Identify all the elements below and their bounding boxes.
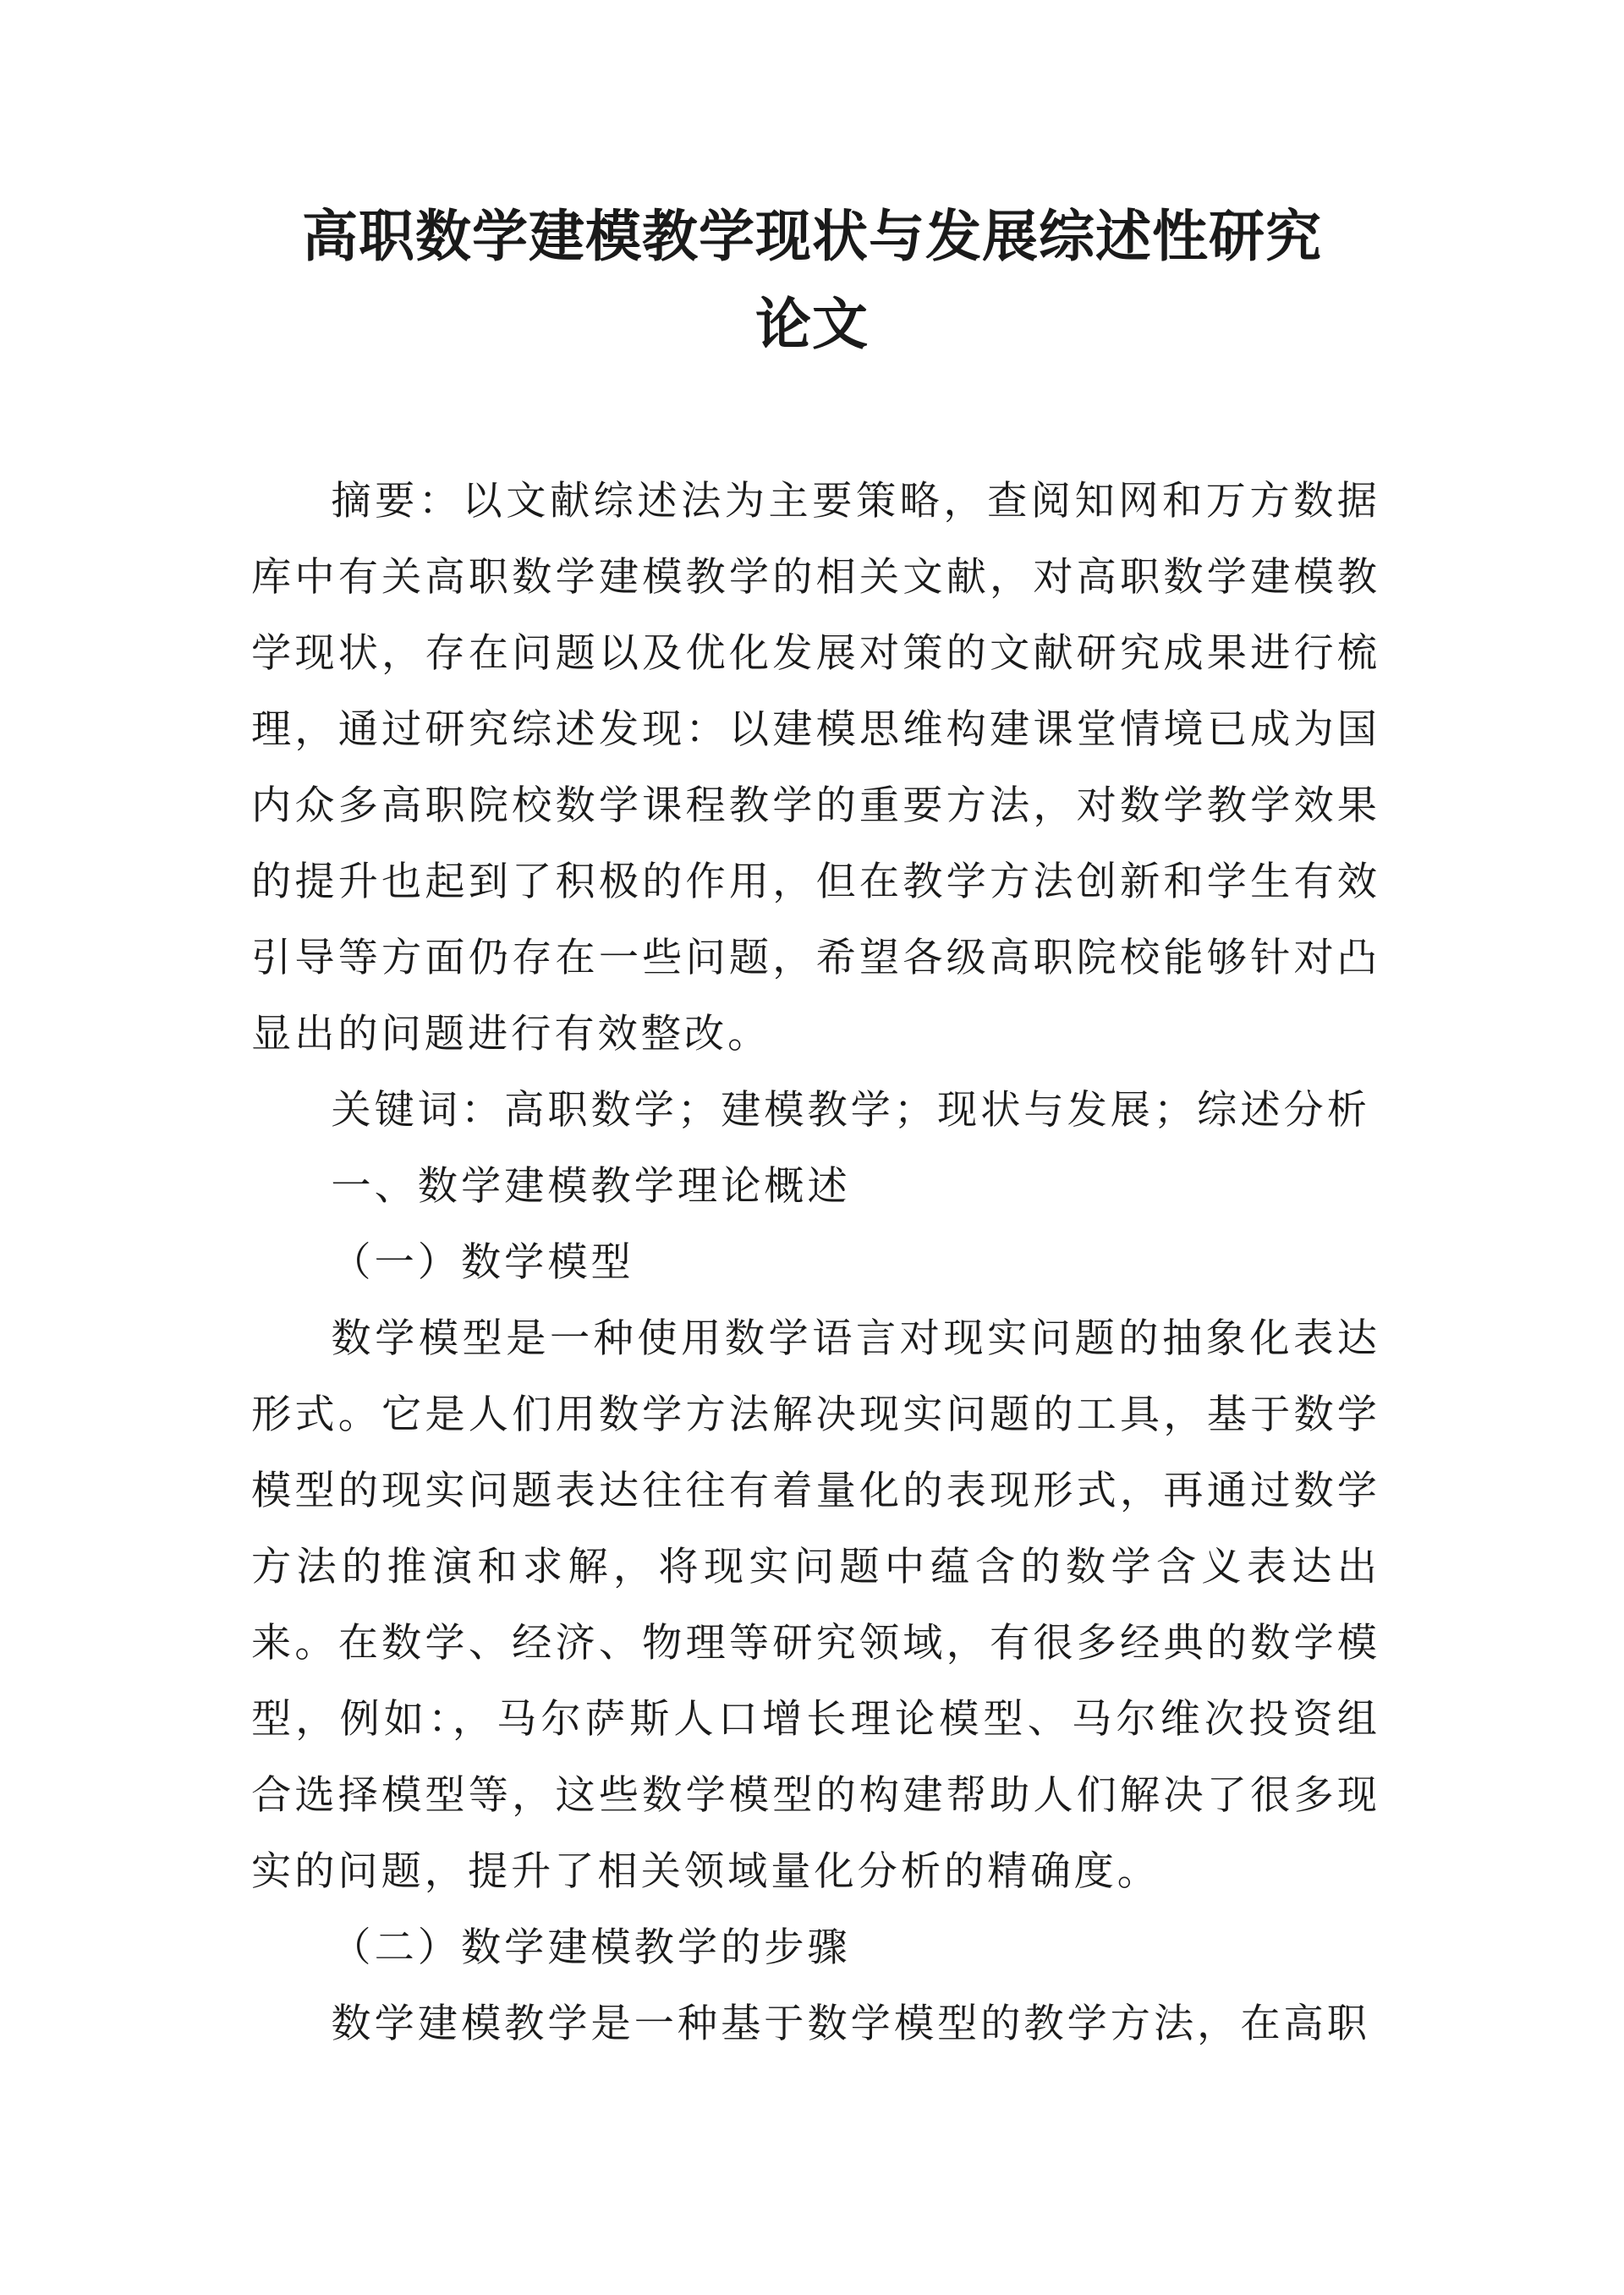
subsection-2-paragraph-start: 数学建模教学是一种基于数学模型的教学方法，在高职 — [331, 2001, 1370, 2047]
subsection-heading-2: （二）数学建模教学的步骤 — [331, 1924, 851, 1971]
title-line-1: 高职数学建模教学现状与发展综述性研究 — [302, 204, 1322, 269]
subsection-heading-1: （一）数学模型 — [331, 1239, 634, 1286]
abstract-paragraph: 摘要：以文献综述法为主要策略，查阅知网和万方数据库中有关高职数学建模教学的相关文献，对高职数学建模教学现状，存在问题以及优化发展对策的文献研究成果进行梳理，通过研究综述发现：以建模思维构建课堂情境已成为国内众多高职院校数学课程教学的重要方法，对数学教学效果的提升也起到了积极的作用，但在教学方法创新和学生有效引导等方面仍存在一些问题，希望各级高职院校能够针对凸显出的问题进行有效整改。 — [251, 478, 1380, 1057]
section-heading-1: 一、数学建模教学理论概述 — [331, 1163, 851, 1210]
subsection-1-paragraph: 数学模型是一种使用数学语言对现实问题的抽象化表达形式。它是人们用数学方法解决现实问题的工具，基于数学模型的现实问题表达往往有着量化的表现形式，再通过数学方法的推演和求解，将现实问题中蕴含的数学含义表达出来。在数学、经济、物理等研究领域，有很多经典的数学模型，例如：，马尔萨斯人口增长理论模型、马尔维次投资组合选择模型等，这些数学模型的构建帮助人们解决了很多现实的问题，提升了相关领域量化分析的精确度。 — [251, 1315, 1380, 1895]
document-body — [251, 464, 1380, 2062]
keywords-line: 关键词：高职数学；建模教学；现状与发展；综述分析 — [331, 1087, 1370, 1134]
document-title — [254, 193, 1370, 369]
title-line-2: 论文 — [755, 292, 869, 357]
